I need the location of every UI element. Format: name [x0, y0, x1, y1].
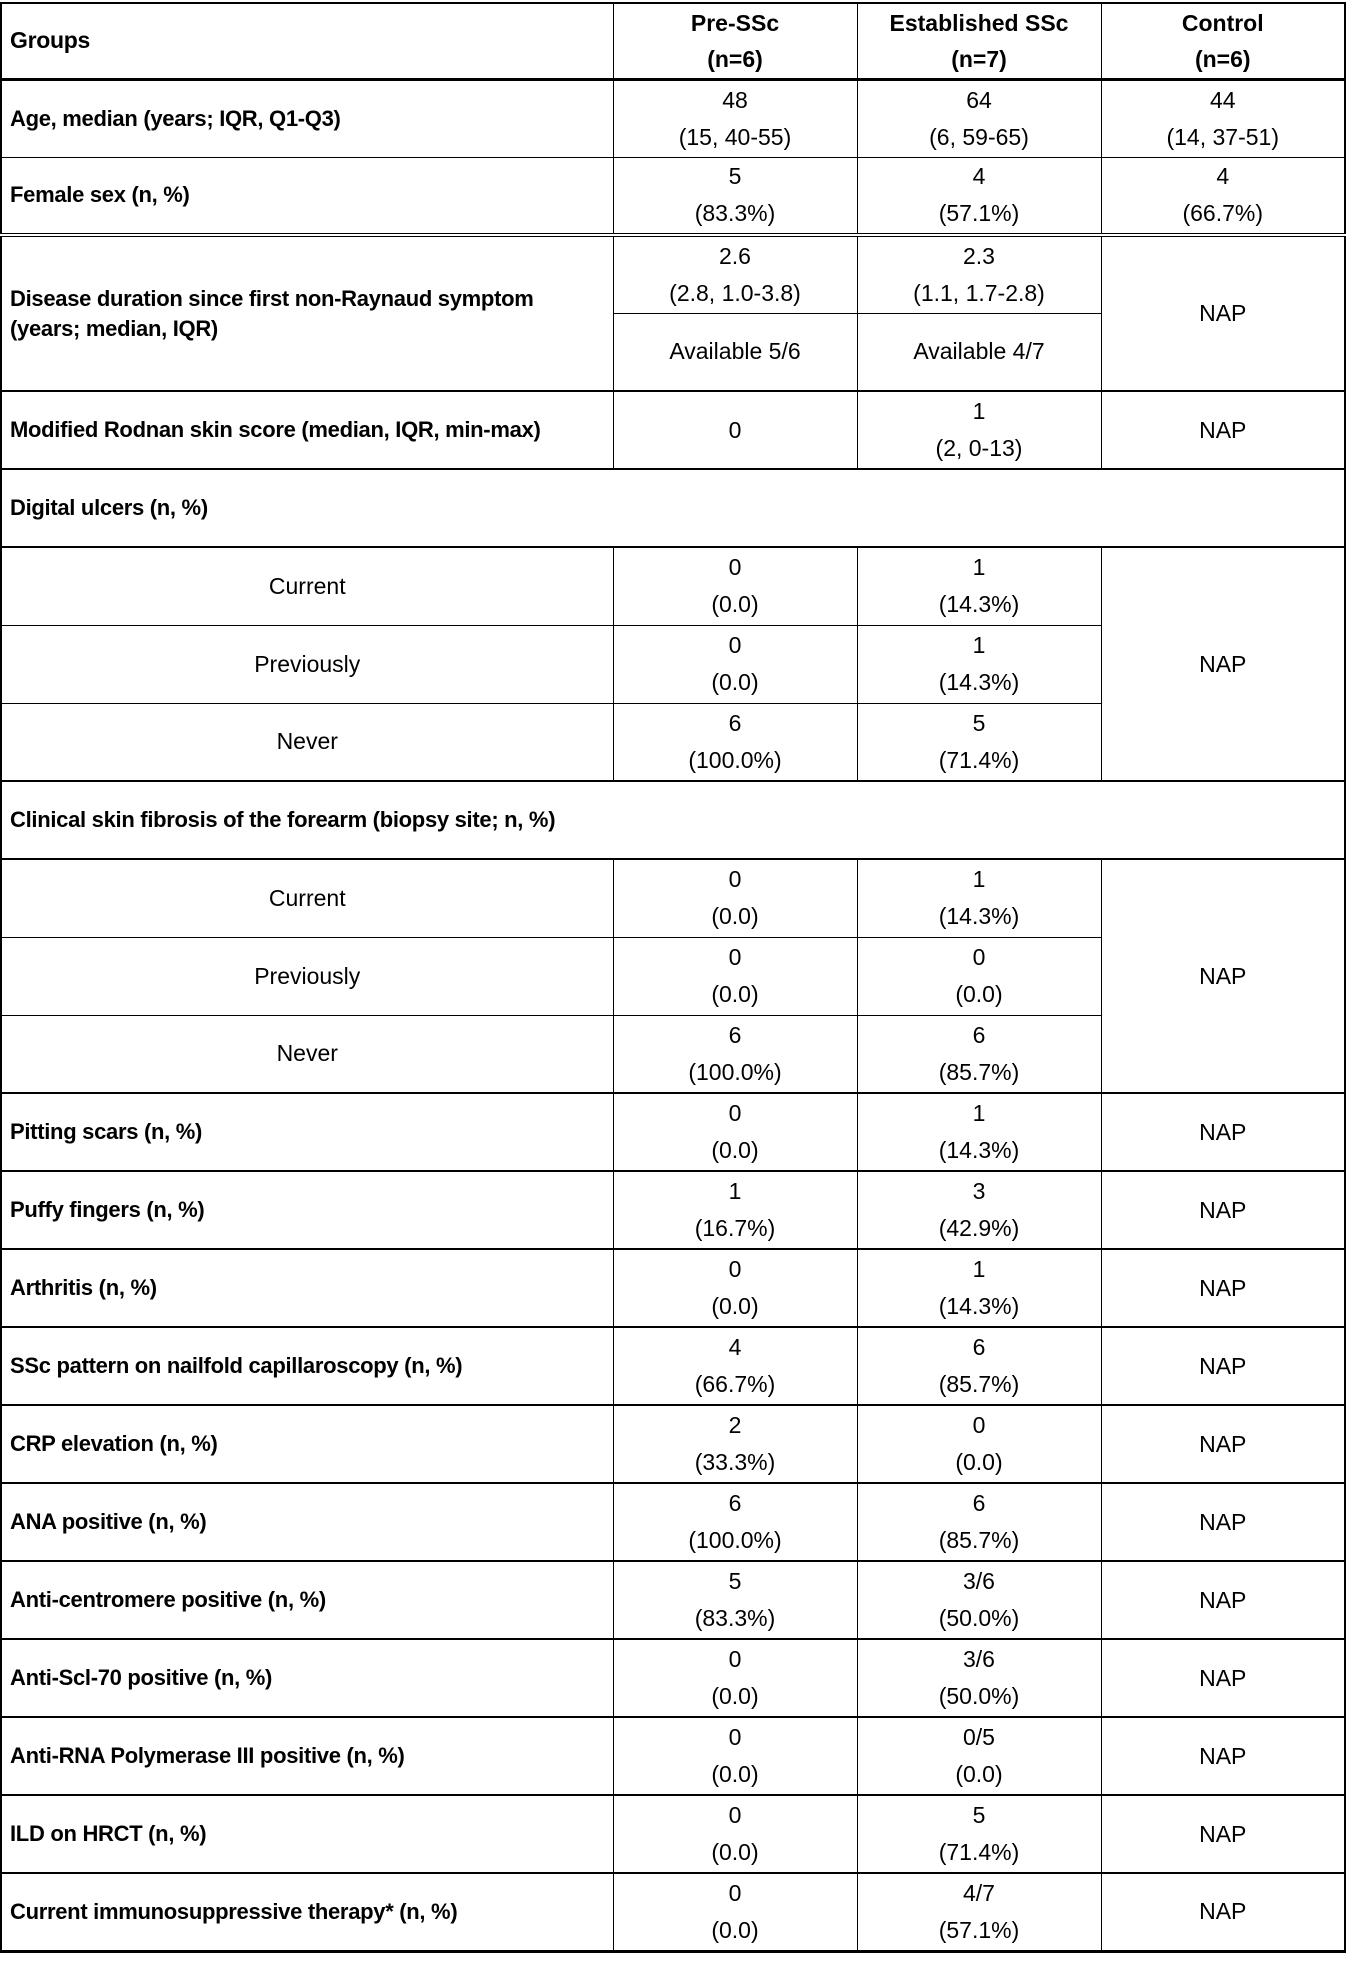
cell-line: 6 — [972, 1334, 986, 1360]
skin-fibrosis-current-label: Current — [1, 859, 613, 937]
cell-line: Control — [1181, 9, 1264, 36]
anti-rna-polymerase-control-value — [1101, 1717, 1345, 1795]
rodnan-score-established-ssc-value — [857, 391, 1101, 469]
digital-ulcers-current-label: Current — [1, 547, 613, 625]
row-pitting-scars — [1, 1093, 1345, 1171]
disease-duration-control-value — [1101, 235, 1345, 391]
anti-rna-polymerase-established-ssc-value — [857, 1717, 1101, 1795]
row-ana-positive — [1, 1483, 1345, 1561]
cell-line: 4 — [1216, 163, 1230, 190]
cell-line: (66.7%) — [1182, 200, 1264, 227]
skin-fibrosis-never-label: Never — [1, 1015, 613, 1093]
anti-rna-polymerase-label: Anti-RNA Polymerase III positive (n, %) — [1, 1717, 613, 1795]
cell-line: Available 4/7 — [913, 338, 1045, 365]
cell-line: (0.0) — [711, 1137, 759, 1163]
cell-line: 0 — [728, 1724, 742, 1750]
digital-ulcers-never-established-ssc-value — [857, 703, 1101, 781]
row-section-digital-ulcers — [1, 469, 1345, 547]
cell-line: 5 — [972, 709, 986, 736]
row-female-sex — [1, 157, 1345, 235]
cell-line: (33.3%) — [694, 1449, 776, 1475]
cell-line: (14.3%) — [938, 903, 1020, 930]
cell-line: NAP — [1199, 1508, 1247, 1535]
digital-ulcers-never-label: Never — [1, 703, 613, 781]
disease-duration-established-ssc-available — [857, 313, 1101, 391]
skin-fibrosis-previously-pre-ssc-value — [613, 937, 857, 1015]
skin-fibrosis-current-pre-ssc-value — [613, 859, 857, 937]
immunosuppressive-therapy-pre-ssc-value — [613, 1873, 857, 1951]
cell-line: Available 5/6 — [669, 338, 801, 365]
ild-on-hrct-pre-ssc-value — [613, 1795, 857, 1873]
anti-rna-polymerase-pre-ssc-value — [613, 1717, 857, 1795]
cell-line: (100.0%) — [688, 746, 782, 773]
cell-line: 0 — [728, 416, 742, 443]
cell-line: 2.6 — [719, 242, 751, 269]
cell-line: NAP — [1199, 1742, 1247, 1769]
cell-line: 3 — [972, 1178, 986, 1204]
cell-line: 1 — [728, 1178, 742, 1204]
row-immunosuppressive-therapy — [1, 1873, 1345, 1951]
header-pre-ssc — [613, 3, 857, 79]
skin-fibrosis-current-established-ssc-value — [857, 859, 1101, 937]
ild-on-hrct-control-value — [1101, 1795, 1345, 1873]
cell-line: 4 — [728, 1334, 742, 1360]
cell-line: (16.7%) — [694, 1215, 776, 1241]
cell-line: (n=6) — [707, 45, 763, 72]
cell-line: 0 — [972, 1412, 986, 1438]
nailfold-capillaroscopy-label: SSc pattern on nailfold capillaroscopy (n, %) — [1, 1327, 613, 1405]
cell-line: Established SSc — [889, 9, 1069, 36]
cell-line: NAP — [1199, 1118, 1247, 1145]
cell-line: (n=7) — [951, 45, 1007, 72]
skin-fibrosis-control-value — [1101, 859, 1345, 1093]
cell-line: 0 — [728, 554, 742, 581]
cell-line: (71.4%) — [938, 746, 1020, 773]
cell-line: 1 — [972, 1100, 986, 1126]
cell-line: 0 — [728, 1100, 742, 1126]
cell-line: (100.0%) — [688, 1058, 782, 1085]
age-pre-ssc-value — [613, 79, 857, 157]
disease-duration-pre-ssc-value — [613, 235, 857, 313]
anti-scl-70-control-value — [1101, 1639, 1345, 1717]
puffy-fingers-pre-ssc-value — [613, 1171, 857, 1249]
cell-line: (0.0) — [711, 1839, 759, 1865]
header-groups: Groups — [1, 3, 613, 79]
cell-line: (1.1, 1.7-2.8) — [913, 279, 1045, 306]
skin-fibrosis-previously-label: Previously — [1, 937, 613, 1015]
digital-ulcers-current-established-ssc-value — [857, 547, 1101, 625]
cell-line: 1 — [972, 866, 986, 893]
nailfold-capillaroscopy-control-value — [1101, 1327, 1345, 1405]
immunosuppressive-therapy-label: Current immunosuppressive therapy* (n, %) — [1, 1873, 613, 1951]
rodnan-score-control-value — [1101, 391, 1345, 469]
cell-line: (14.3%) — [938, 669, 1020, 695]
crp-elevation-label: CRP elevation (n, %) — [1, 1405, 613, 1483]
cell-line: (14, 37-51) — [1166, 123, 1279, 150]
crp-elevation-pre-ssc-value — [613, 1405, 857, 1483]
puffy-fingers-label: Puffy fingers (n, %) — [1, 1171, 613, 1249]
pitting-scars-established-ssc-value — [857, 1093, 1101, 1171]
digital-ulcers-previously-label: Previously — [1, 625, 613, 703]
cell-line: 0 — [728, 1879, 742, 1906]
cell-line: (0.0) — [711, 903, 759, 930]
cell-line: 6 — [728, 1021, 742, 1048]
cell-line: NAP — [1199, 1430, 1247, 1457]
anti-scl-70-label: Anti-Scl-70 positive (n, %) — [1, 1639, 613, 1717]
digital-ulcers-control-value — [1101, 547, 1345, 781]
cell-line: 44 — [1209, 86, 1236, 113]
cell-line: 1 — [972, 554, 986, 581]
pitting-scars-pre-ssc-value — [613, 1093, 857, 1171]
cell-line: (0.0) — [955, 1449, 1003, 1475]
cell-line: 64 — [966, 86, 992, 113]
cell-line: 1 — [972, 1256, 986, 1282]
immunosuppressive-therapy-control-value — [1101, 1873, 1345, 1951]
crp-elevation-established-ssc-value — [857, 1405, 1101, 1483]
cell-line: (100.0%) — [688, 1527, 782, 1553]
cell-line: (66.7%) — [694, 1371, 776, 1397]
disease-duration-established-ssc-value — [857, 235, 1101, 313]
cell-line: (0.0) — [955, 981, 1003, 1007]
cell-line: NAP — [1199, 1820, 1247, 1847]
age-control-value — [1101, 79, 1345, 157]
header-control — [1101, 3, 1345, 79]
puffy-fingers-established-ssc-value — [857, 1171, 1101, 1249]
skin-fibrosis-never-established-ssc-value — [857, 1015, 1101, 1093]
row-ild-on-hrct — [1, 1795, 1345, 1873]
cell-line: (14.3%) — [938, 1293, 1020, 1319]
cell-line: (14.3%) — [938, 1137, 1020, 1163]
cell-line: (2.8, 1.0-3.8) — [669, 279, 801, 306]
row-section-skin-fibrosis — [1, 781, 1345, 859]
cell-line: 0 — [728, 1646, 742, 1672]
cell-line: 0/5 — [963, 1724, 995, 1750]
cell-line: 4 — [972, 163, 986, 190]
cell-line: 6 — [972, 1021, 986, 1048]
cell-line: NAP — [1199, 1352, 1247, 1379]
anti-centromere-label: Anti-centromere positive (n, %) — [1, 1561, 613, 1639]
arthritis-established-ssc-value — [857, 1249, 1101, 1327]
anti-scl-70-pre-ssc-value — [613, 1639, 857, 1717]
cell-line: (42.9%) — [938, 1215, 1020, 1241]
cell-line: 0 — [728, 944, 742, 970]
cell-line: 5 — [728, 1568, 742, 1594]
cell-line: 4/7 — [963, 1879, 995, 1906]
anti-scl-70-established-ssc-value — [857, 1639, 1101, 1717]
cell-line: (57.1%) — [938, 1916, 1020, 1943]
cell-line: (6, 59-65) — [929, 123, 1029, 150]
ana-positive-pre-ssc-value — [613, 1483, 857, 1561]
row-rodnan-score — [1, 391, 1345, 469]
row-puffy-fingers — [1, 1171, 1345, 1249]
cell-line: (0.0) — [711, 1683, 759, 1709]
row-crp-elevation — [1, 1405, 1345, 1483]
cell-line: (50.0%) — [938, 1683, 1020, 1709]
cell-line: (14.3%) — [938, 591, 1020, 618]
female-sex-label: Female sex (n, %) — [1, 157, 613, 235]
cell-line: 0 — [728, 1256, 742, 1282]
cell-line: 3/6 — [963, 1646, 995, 1672]
row-anti-centromere — [1, 1561, 1345, 1639]
rodnan-score-pre-ssc-value — [613, 391, 857, 469]
digital-ulcers-never-pre-ssc-value — [613, 703, 857, 781]
cell-line: NAP — [1199, 1664, 1247, 1691]
cell-line: 48 — [722, 86, 748, 113]
cell-line: 6 — [728, 709, 742, 736]
cell-line: (15, 40-55) — [678, 123, 792, 150]
cell-line: (0.0) — [955, 1761, 1003, 1787]
female-sex-pre-ssc-value — [613, 157, 857, 235]
anti-centromere-pre-ssc-value — [613, 1561, 857, 1639]
skin-fibrosis-never-pre-ssc-value — [613, 1015, 857, 1093]
disease-duration-label: Disease duration since first non-Raynaud symptom (years; median, IQR) — [1, 235, 613, 391]
immunosuppressive-therapy-established-ssc-value — [857, 1873, 1101, 1951]
row-anti-scl-70 — [1, 1639, 1345, 1717]
skin-fibrosis-previously-established-ssc-value — [857, 937, 1101, 1015]
cell-line: 5 — [728, 163, 742, 190]
age-label: Age, median (years; IQR, Q1-Q3) — [1, 79, 613, 157]
cell-line: (0.0) — [711, 1293, 759, 1319]
header-row — [1, 3, 1345, 79]
cell-line: (71.4%) — [938, 1839, 1020, 1865]
cell-line: (n=6) — [1194, 45, 1251, 72]
cell-line: (0.0) — [711, 1916, 759, 1943]
cell-line: 0 — [728, 1802, 742, 1828]
cell-line: (0.0) — [711, 1761, 759, 1787]
ild-on-hrct-label: ILD on HRCT (n, %) — [1, 1795, 613, 1873]
digital-ulcers-current-pre-ssc-value — [613, 547, 857, 625]
cell-line: (0.0) — [711, 591, 759, 618]
cell-line: (83.3%) — [694, 1605, 776, 1631]
ana-positive-control-value — [1101, 1483, 1345, 1561]
cell-line: NAP — [1199, 1586, 1247, 1613]
cell-line: 0 — [728, 632, 742, 658]
cell-line: NAP — [1199, 1196, 1247, 1223]
row-skin-fibrosis-current — [1, 859, 1345, 937]
cell-line: (0.0) — [711, 669, 759, 695]
arthritis-label: Arthritis (n, %) — [1, 1249, 613, 1327]
ana-positive-established-ssc-value — [857, 1483, 1101, 1561]
row-nailfold-capillaroscopy — [1, 1327, 1345, 1405]
row-arthritis — [1, 1249, 1345, 1327]
cell-line: (0.0) — [711, 981, 759, 1007]
cell-line: (57.1%) — [938, 200, 1020, 227]
digital-ulcers-section-label: Digital ulcers (n, %) — [1, 469, 1345, 547]
cell-line: 0 — [972, 944, 986, 970]
ana-positive-label: ANA positive (n, %) — [1, 1483, 613, 1561]
female-sex-control-value — [1101, 157, 1345, 235]
row-anti-rna-polymerase — [1, 1717, 1345, 1795]
cell-line: NAP — [1199, 962, 1247, 989]
cell-line: 6 — [972, 1490, 986, 1516]
pitting-scars-label: Pitting scars (n, %) — [1, 1093, 613, 1171]
cell-line: 5 — [972, 1802, 986, 1828]
skin-fibrosis-section-label: Clinical skin fibrosis of the forearm (biopsy site; n, %) — [1, 781, 1345, 859]
cell-line: 2 — [728, 1412, 742, 1438]
female-sex-established-ssc-value — [857, 157, 1101, 235]
cell-line: 6 — [728, 1490, 742, 1516]
anti-centromere-established-ssc-value — [857, 1561, 1101, 1639]
digital-ulcers-previously-established-ssc-value — [857, 625, 1101, 703]
row-disease-duration — [1, 235, 1345, 313]
arthritis-control-value — [1101, 1249, 1345, 1327]
digital-ulcers-previously-pre-ssc-value — [613, 625, 857, 703]
rodnan-score-label: Modified Rodnan skin score (median, IQR, min-max) — [1, 391, 613, 469]
pitting-scars-control-value — [1101, 1093, 1345, 1171]
cell-line: (85.7%) — [938, 1371, 1020, 1397]
disease-duration-pre-ssc-available — [613, 313, 857, 391]
ild-on-hrct-established-ssc-value — [857, 1795, 1101, 1873]
cell-line: (85.7%) — [938, 1527, 1020, 1553]
cell-line: NAP — [1199, 300, 1247, 326]
arthritis-pre-ssc-value — [613, 1249, 857, 1327]
crp-elevation-control-value — [1101, 1405, 1345, 1483]
header-established-ssc — [857, 3, 1101, 79]
patient-characteristics-table — [0, 2, 1346, 1953]
cell-line: (50.0%) — [938, 1605, 1020, 1631]
cell-line: NAP — [1199, 650, 1247, 677]
cell-line: (83.3%) — [694, 200, 776, 227]
cell-line: 0 — [728, 866, 742, 893]
cell-line: 3/6 — [963, 1568, 995, 1594]
anti-centromere-control-value — [1101, 1561, 1345, 1639]
cell-line: 1 — [972, 632, 986, 658]
nailfold-capillaroscopy-pre-ssc-value — [613, 1327, 857, 1405]
row-age — [1, 79, 1345, 157]
cell-line: 2.3 — [963, 242, 995, 269]
cell-line: NAP — [1199, 416, 1247, 443]
cell-line: NAP — [1199, 1898, 1247, 1925]
age-established-ssc-value — [857, 79, 1101, 157]
cell-line: (85.7%) — [938, 1058, 1020, 1085]
cell-line: 1 — [972, 398, 986, 424]
puffy-fingers-control-value — [1101, 1171, 1345, 1249]
cell-line: Pre-SSc — [690, 9, 780, 36]
row-digital-ulcers-current — [1, 547, 1345, 625]
nailfold-capillaroscopy-established-ssc-value — [857, 1327, 1101, 1405]
cell-line: (2, 0-13) — [935, 435, 1023, 461]
cell-line: NAP — [1199, 1274, 1247, 1301]
